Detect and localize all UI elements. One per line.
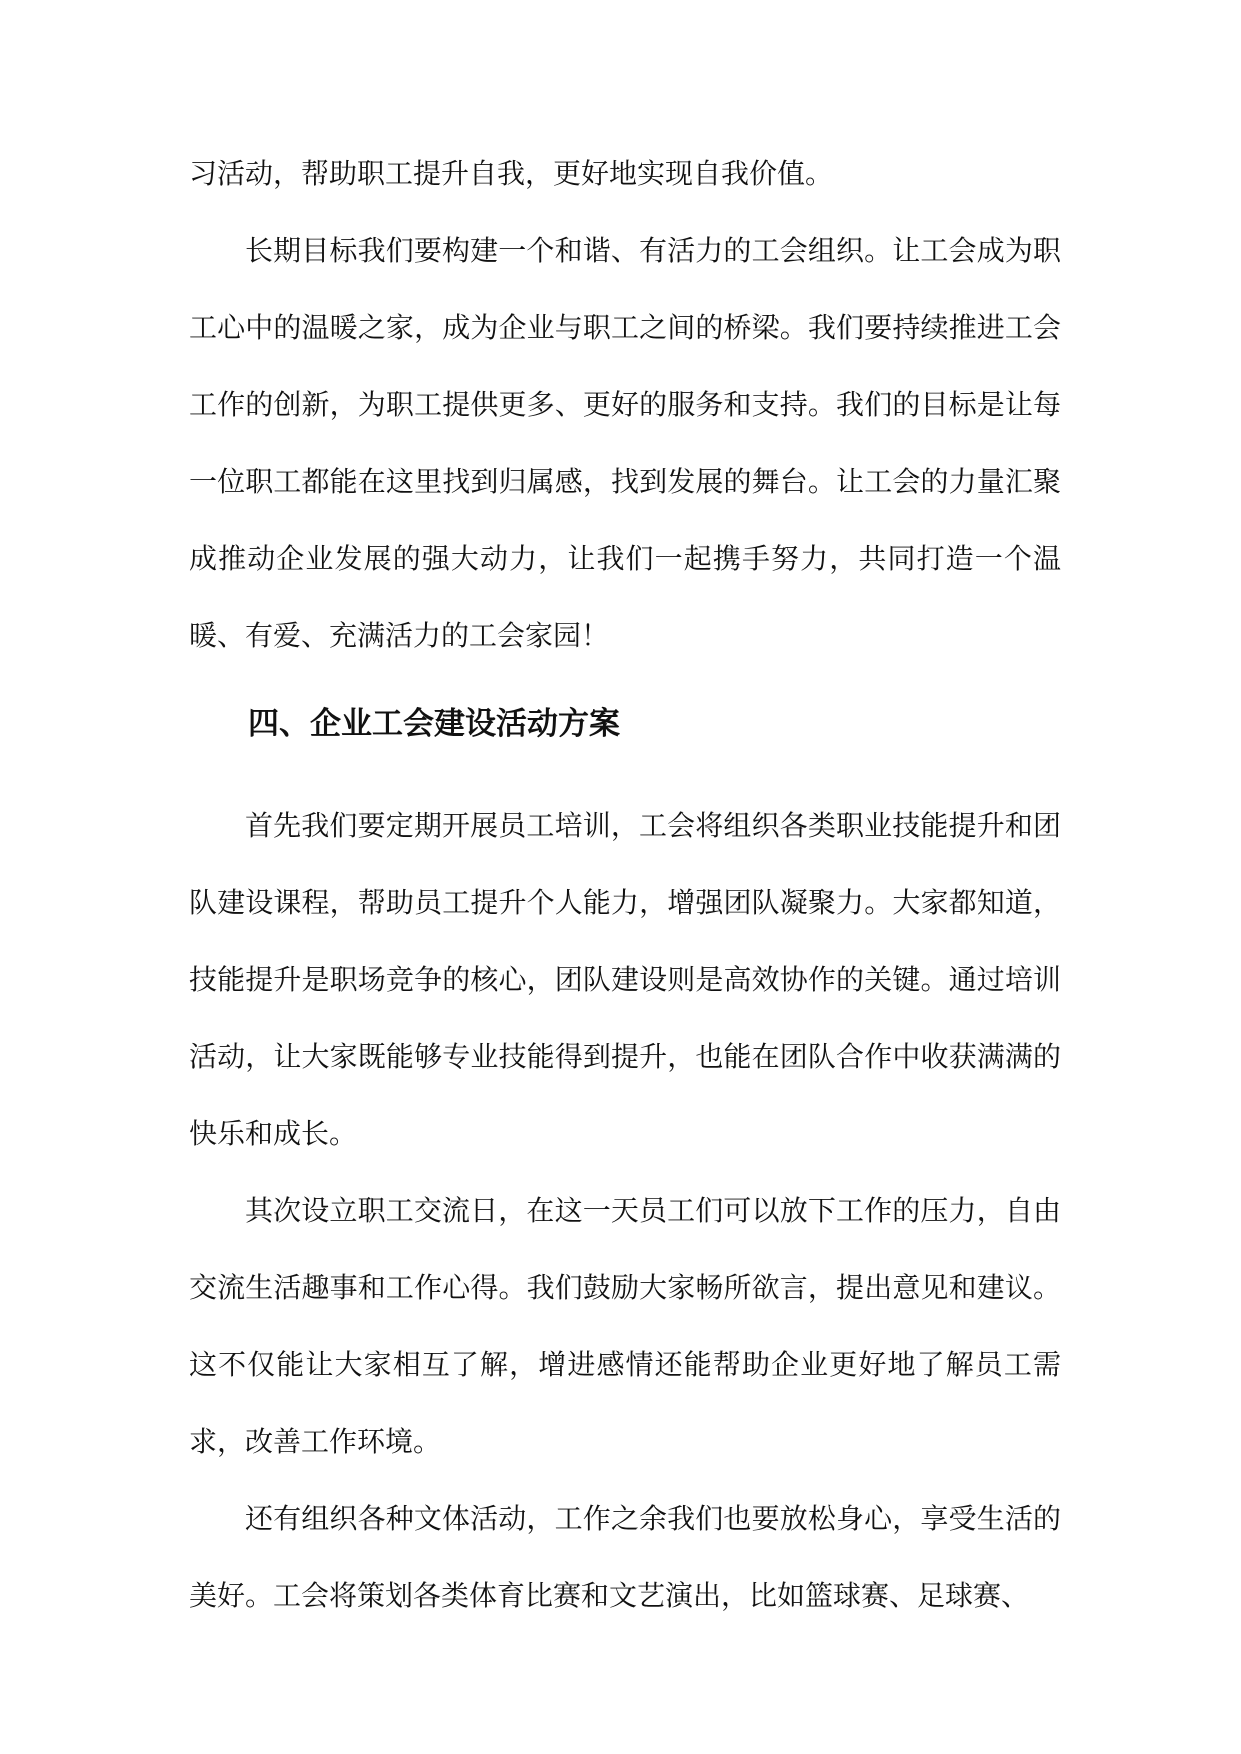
paragraph-exchange-day: 其次设立职工交流日，在这一天员工们可以放下工作的压力，自由交流生活趣事和工作心得。我们鼓励大家畅所欲言，提出意见和建议。这不仅能让大家相互了解，增进感情还能帮助企业更好地了解员工需求，改善工作环境。 [189,1194,1061,1458]
section-heading: 四、企业工会建设活动方案 [248,706,620,742]
paragraph-training: 首先我们要定期开展员工培训，工会将组织各类职业技能提升和团队建设课程，帮助员工提升个人能力，增强团队凝聚力。大家都知道，技能提升是职场竞争的核心，团队建设则是高效协作的关键。通过培训活动，让大家既能够专业技能得到提升，也能在团队合作中收获满满的快乐和成长。 [189,809,1061,1150]
paragraph-continued: 习活动，帮助职工提升自我，更好地实现自我价值。 [189,157,834,190]
paragraph-long-term-goal: 长期目标我们要构建一个和谐、有活力的工会组织。让工会成为职工心中的温暖之家，成为企业与职工之间的桥梁。我们要持续推进工会工作的创新，为职工提供更多、更好的服务和支持。我们的目标是让每一位职工都能在这里找到归属感，找到发展的舞台。让工会的力量汇聚成推动企业发展的强大动力，让我们一起携手努力，共同打造一个温暖、有爱、充满活力的工会家园！ [189,234,1061,652]
body-text-before-heading [189,135,1061,674]
paragraph-activities: 还有组织各种文体活动，工作之余我们也要放松身心，享受生活的美好。工会将策划各类体育比赛和文艺演出，比如篮球赛、足球赛、 [189,1502,1061,1612]
body-text-after-heading [189,787,1061,1634]
